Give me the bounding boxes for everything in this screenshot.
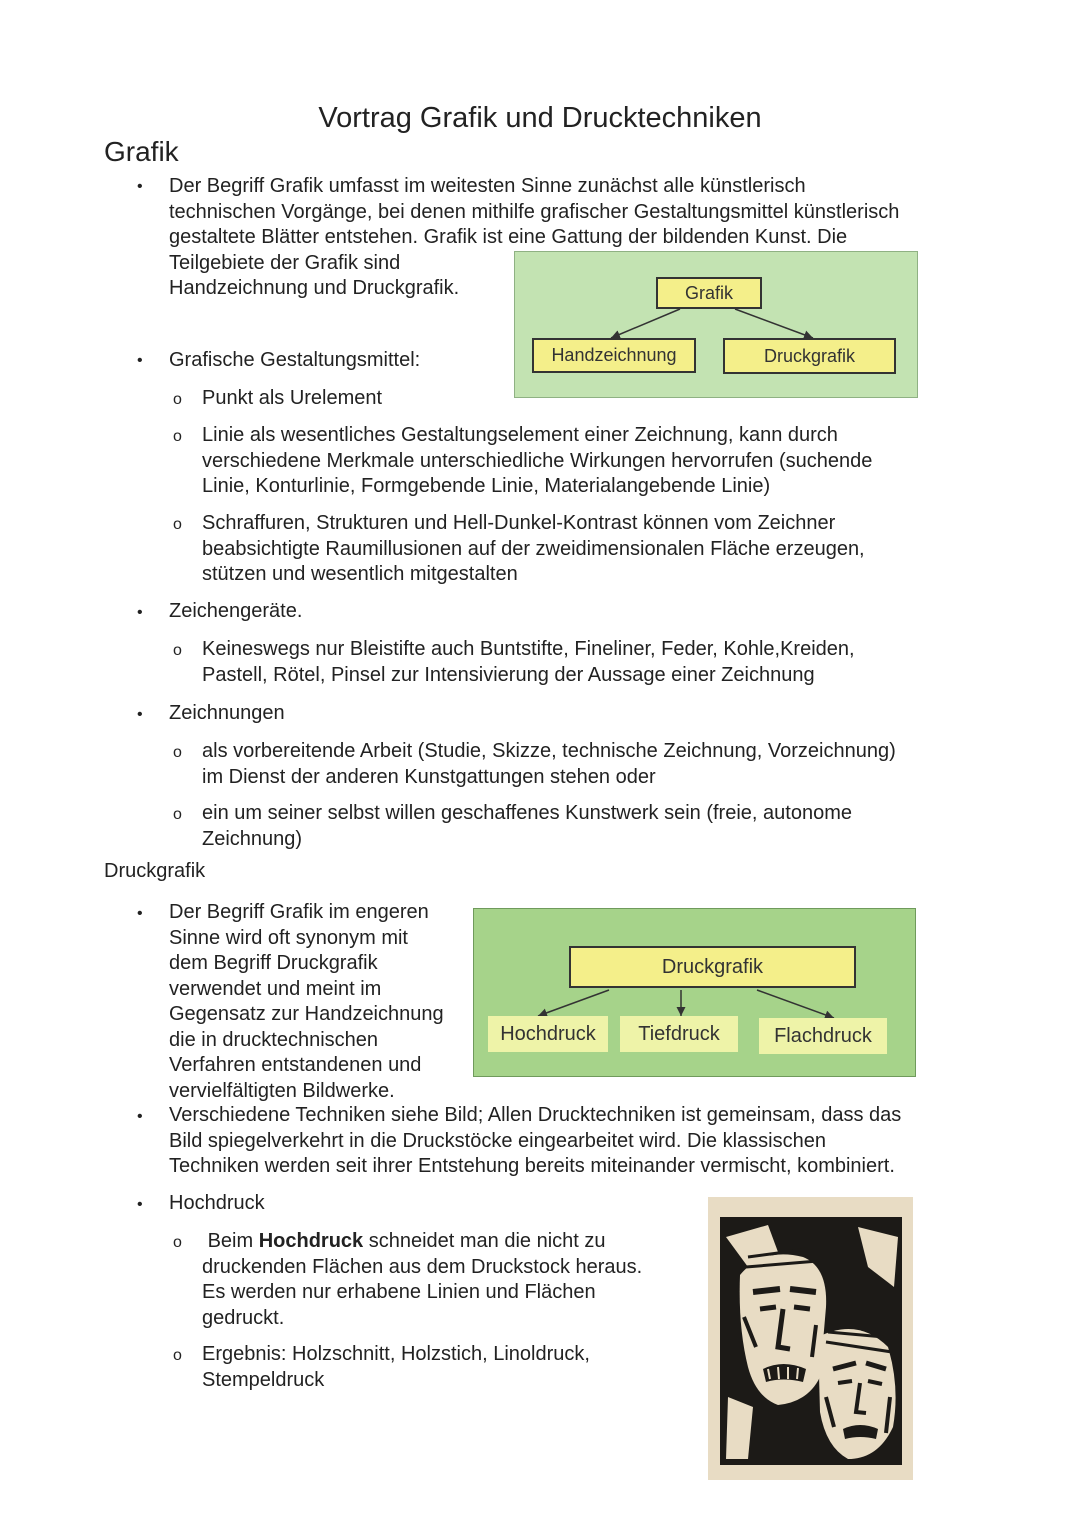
zeichengeraete-label: Zeichengeräte. bbox=[169, 600, 303, 622]
sub-bullet: o bbox=[173, 516, 182, 533]
text-line: beabsichtigte Raumillusionen auf der zweidimensionalen Fläche erzeugen, bbox=[202, 537, 865, 560]
bullet: • bbox=[137, 1108, 143, 1125]
text-line: im Dienst der anderen Kunstgattungen stehen oder bbox=[202, 765, 656, 788]
text-line: Pastell, Rötel, Pinsel zur Intensivierung der Aussage einer Zeichnung bbox=[202, 663, 815, 686]
text-line: Sinne wird oft synonym mit bbox=[169, 926, 408, 949]
text-line: die in drucktechnischen bbox=[169, 1028, 379, 1051]
text-line: Ergebnis: Holzschnitt, Holzstich, Linoldruck, bbox=[202, 1343, 590, 1365]
zeichnungen-label: Zeichnungen bbox=[169, 702, 285, 724]
bold-term: Hochdruck bbox=[258, 1230, 364, 1252]
text-line: Verschiedene Techniken siehe Bild; Allen Drucktechniken ist gemeinsam, dass das bbox=[169, 1104, 902, 1126]
text-line: Verfahren entstandenen und bbox=[169, 1054, 422, 1076]
bullet: • bbox=[137, 178, 143, 195]
text-line: Linie als wesentliches Gestaltungselement einer Zeichnung, kann durch bbox=[202, 424, 838, 446]
text-line: Der Begriff Grafik im engeren bbox=[169, 901, 429, 923]
text-line: Punkt als Urelement bbox=[202, 387, 383, 409]
sub-bullet: o bbox=[173, 428, 182, 445]
zeichengeraete-item bbox=[202, 637, 982, 688]
diagram-node-tiefdruck: Tiefdruck bbox=[620, 1016, 738, 1052]
gestaltungsmittel-item bbox=[202, 386, 382, 412]
diagram-node-druckgrafik: Druckgrafik bbox=[569, 946, 856, 988]
hochdruck-label: Hochdruck bbox=[169, 1192, 265, 1214]
text-line: stützen und wesentlich mitgestalten bbox=[202, 563, 518, 585]
text-line: Keineswegs nur Bleistifte auch Buntstifte, Fineliner, Feder, Kohle,Kreiden, bbox=[202, 638, 855, 660]
sub-bullet: o bbox=[173, 1234, 182, 1251]
text-line: Schraffuren, Strukturen und Hell-Dunkel-Kontrast können vom Zeichner bbox=[202, 512, 836, 534]
diagram-arrows bbox=[515, 252, 917, 397]
sub-bullet: o bbox=[173, 806, 182, 823]
text-line: Linie, Konturlinie, Formgebende Linie, Materialangebende Linie) bbox=[202, 475, 771, 497]
sub-bullet: o bbox=[173, 1347, 182, 1364]
text-line: druckenden Flächen aus dem Druckstock heraus. bbox=[202, 1255, 643, 1278]
section-heading-grafik: Grafik bbox=[104, 136, 179, 167]
text-line: verwendet und meint im bbox=[169, 977, 382, 1000]
text-line: Gegensatz zur Handzeichnung bbox=[169, 1003, 444, 1025]
text-span: Beim bbox=[207, 1230, 259, 1252]
woodcut-illustration bbox=[708, 1197, 913, 1480]
text-line bbox=[202, 1229, 702, 1255]
sub-bullet: o bbox=[173, 642, 182, 659]
sub-bullet: o bbox=[173, 391, 182, 408]
zeichnungen-item bbox=[202, 801, 982, 852]
section-heading-druckgrafik: Druckgrafik bbox=[104, 860, 206, 882]
text-line: vervielfältigten Bildwerke. bbox=[169, 1079, 395, 1102]
text-line: Stempeldruck bbox=[202, 1368, 325, 1391]
hochdruck-item bbox=[202, 1342, 702, 1393]
page-title: Vortrag Grafik und Drucktechniken bbox=[318, 102, 762, 134]
diagram-node-hochdruck: Hochdruck bbox=[488, 1016, 608, 1052]
bullet: • bbox=[137, 706, 143, 723]
text-line: Handzeichnung und Druckgrafik. bbox=[169, 277, 460, 299]
text-line: Es werden nur erhabene Linien und Flächen bbox=[202, 1281, 596, 1303]
bullet: • bbox=[137, 1196, 143, 1213]
text-line: Techniken werden seit ihrer Entstehung bereits miteinander vermischt, kombiniert. bbox=[169, 1155, 895, 1177]
woodcut-image bbox=[708, 1197, 913, 1480]
bullet: • bbox=[137, 604, 143, 621]
gestaltungsmittel-item bbox=[202, 423, 982, 500]
text-line: Bild spiegelverkehrt in die Druckstöcke eingearbeitet wird. Die klassischen bbox=[169, 1129, 826, 1152]
bullet: • bbox=[137, 905, 143, 922]
gestaltungsmittel-label: Grafische Gestaltungsmittel: bbox=[169, 349, 421, 371]
text-span: schneidet man die nicht zu bbox=[363, 1230, 606, 1252]
diagram-node-handzeichnung: Handzeichnung bbox=[532, 338, 696, 373]
hochdruck-item bbox=[202, 1229, 702, 1331]
text-line: dem Begriff Druckgrafik bbox=[169, 952, 378, 974]
text-line: als vorbereitende Arbeit (Studie, Skizze, technische Zeichnung, Vorzeichnung) bbox=[202, 740, 896, 762]
zeichnungen-item bbox=[202, 739, 1002, 790]
diagram-node-druckgrafik: Druckgrafik bbox=[723, 338, 896, 374]
text-line: Teilgebiete der Grafik sind bbox=[169, 251, 401, 274]
gestaltungsmittel-item bbox=[202, 511, 982, 588]
grafik-diagram bbox=[514, 251, 918, 398]
text-line: Zeichnung) bbox=[202, 827, 303, 850]
diagram-node-grafik: Grafik bbox=[656, 277, 762, 309]
text-line: technischen Vorgänge, bei denen mithilfe grafischer Gestaltungsmittel künstlerisch bbox=[169, 200, 900, 223]
text-line: ein um seiner selbst willen geschaffenes Kunstwerk sein (freie, autonome bbox=[202, 802, 852, 824]
druckgrafik-intro bbox=[169, 900, 469, 1104]
text-line: Der Begriff Grafik umfasst im weitesten Sinne zunächst alle künstlerisch bbox=[169, 175, 806, 197]
druckgrafik-diagram bbox=[473, 908, 916, 1077]
text-line: verschiedene Merkmale unterschiedliche Wirkungen hervorrufen (suchende bbox=[202, 449, 873, 472]
text-line: gedruckt. bbox=[202, 1306, 285, 1329]
bullet: • bbox=[137, 352, 143, 369]
techniken-text bbox=[169, 1103, 989, 1180]
diagram-node-flachdruck: Flachdruck bbox=[759, 1018, 887, 1054]
sub-bullet: o bbox=[173, 744, 182, 761]
text-line: gestaltete Blätter entstehen. Grafik ist eine Gattung der bildenden Kunst. Die bbox=[169, 226, 848, 248]
